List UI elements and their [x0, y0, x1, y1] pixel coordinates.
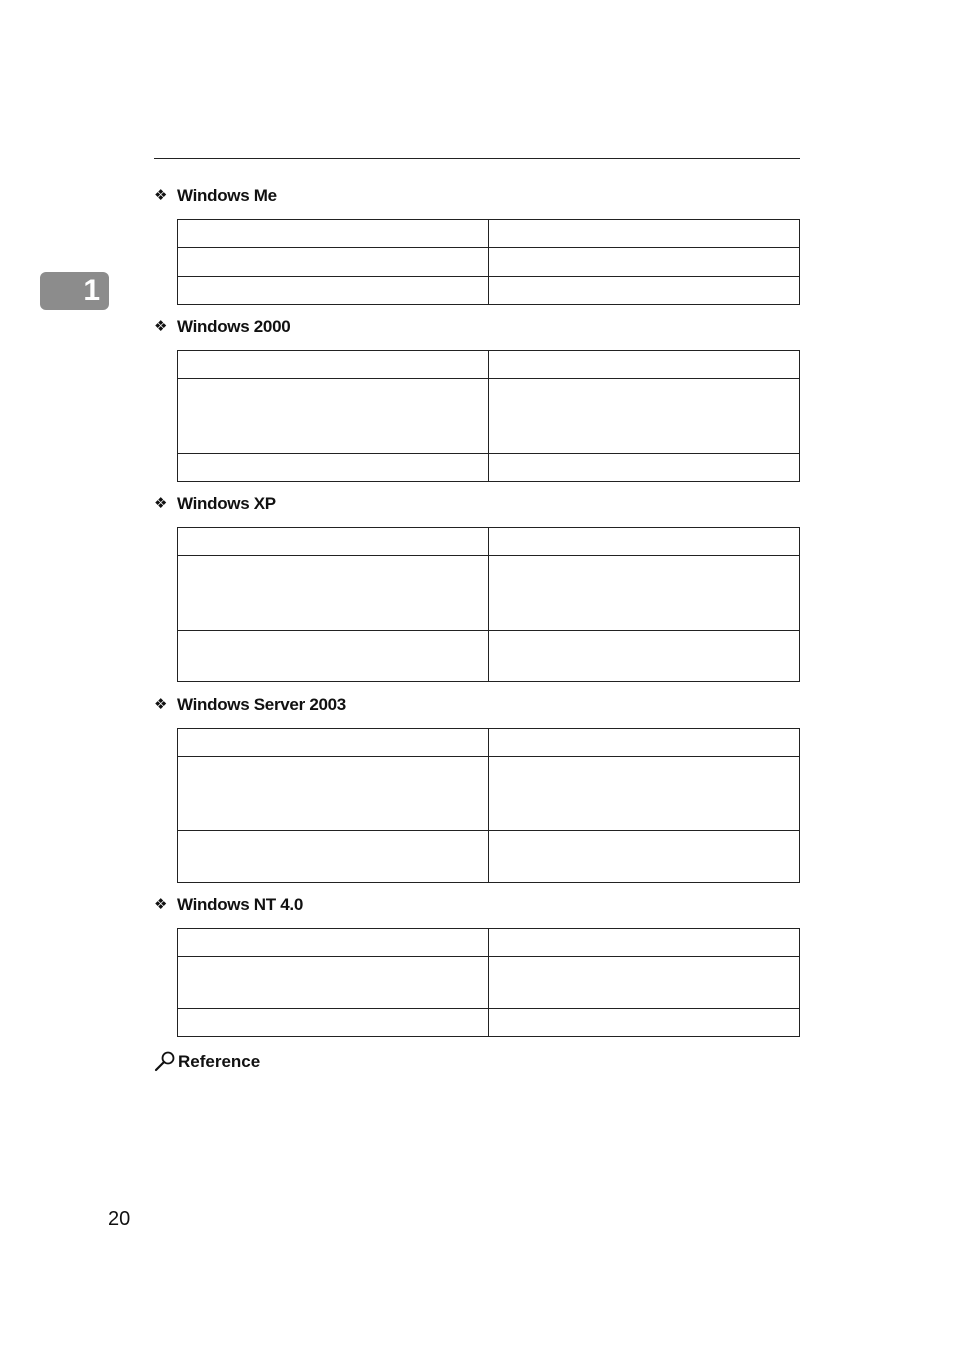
table-cell [489, 454, 800, 482]
table-row [178, 757, 800, 831]
section-title: Windows 2000 [177, 317, 291, 336]
table-cell [178, 831, 489, 883]
table-cell [489, 351, 800, 379]
diamond-bullet-icon: ❖ [154, 696, 168, 713]
section-heading-windows-nt-4 [154, 894, 303, 916]
page-number: 20 [108, 1208, 131, 1230]
table-cell [178, 351, 489, 379]
windows-xp-table [177, 527, 800, 682]
table-row [178, 729, 800, 757]
windows-2000-table [177, 350, 800, 482]
diamond-bullet-icon: ❖ [154, 318, 168, 335]
section-title: Windows XP [177, 494, 276, 513]
chapter-number: 1 [83, 274, 100, 307]
table-cell [489, 831, 800, 883]
table-row [178, 528, 800, 556]
table-cell [489, 248, 800, 277]
header-rule [154, 158, 800, 159]
table-cell [178, 220, 489, 248]
section-heading-windows-server-2003 [154, 694, 346, 716]
reference-heading [154, 1046, 260, 1072]
section-title: Windows NT 4.0 [177, 895, 303, 914]
table-row [178, 454, 800, 482]
windows-nt-4-table [177, 928, 800, 1037]
table-row [178, 957, 800, 1009]
table-row [178, 1009, 800, 1037]
table-row [178, 351, 800, 379]
table-row [178, 831, 800, 883]
table-row [178, 277, 800, 305]
table-row [178, 929, 800, 957]
section-heading-windows-xp [154, 493, 276, 515]
table-row [178, 220, 800, 248]
diamond-bullet-icon: ❖ [154, 495, 168, 512]
table-cell [489, 757, 800, 831]
table-row [178, 556, 800, 631]
section-title: Windows Server 2003 [177, 695, 346, 714]
table-cell [178, 631, 489, 682]
windows-server-2003-table [177, 728, 800, 883]
section-title: Windows Me [177, 186, 277, 205]
table-row [178, 248, 800, 277]
table-cell [178, 528, 489, 556]
table-cell [178, 957, 489, 1009]
reference-label: Reference [178, 1052, 261, 1071]
table-cell [489, 729, 800, 757]
diamond-bullet-icon: ❖ [154, 896, 168, 913]
table-cell [178, 277, 489, 305]
table-cell [178, 379, 489, 454]
chapter-tab [40, 272, 109, 310]
table-cell [489, 220, 800, 248]
table-cell [178, 757, 489, 831]
section-heading-windows-me [154, 185, 277, 207]
table-row [178, 379, 800, 454]
table-cell [178, 248, 489, 277]
table-cell [178, 454, 489, 482]
diamond-bullet-icon: ❖ [154, 187, 168, 204]
table-cell [489, 277, 800, 305]
table-cell [178, 556, 489, 631]
table-cell [489, 528, 800, 556]
table-cell [178, 1009, 489, 1037]
table-cell [489, 556, 800, 631]
magnifier-icon [154, 1050, 176, 1072]
table-cell [489, 379, 800, 454]
windows-me-table [177, 219, 800, 305]
section-heading-windows-2000 [154, 316, 290, 338]
table-row [178, 631, 800, 682]
table-cell [489, 631, 800, 682]
table-cell [489, 957, 800, 1009]
table-cell [489, 1009, 800, 1037]
table-cell [178, 929, 489, 957]
table-cell [178, 729, 489, 757]
table-cell [489, 929, 800, 957]
